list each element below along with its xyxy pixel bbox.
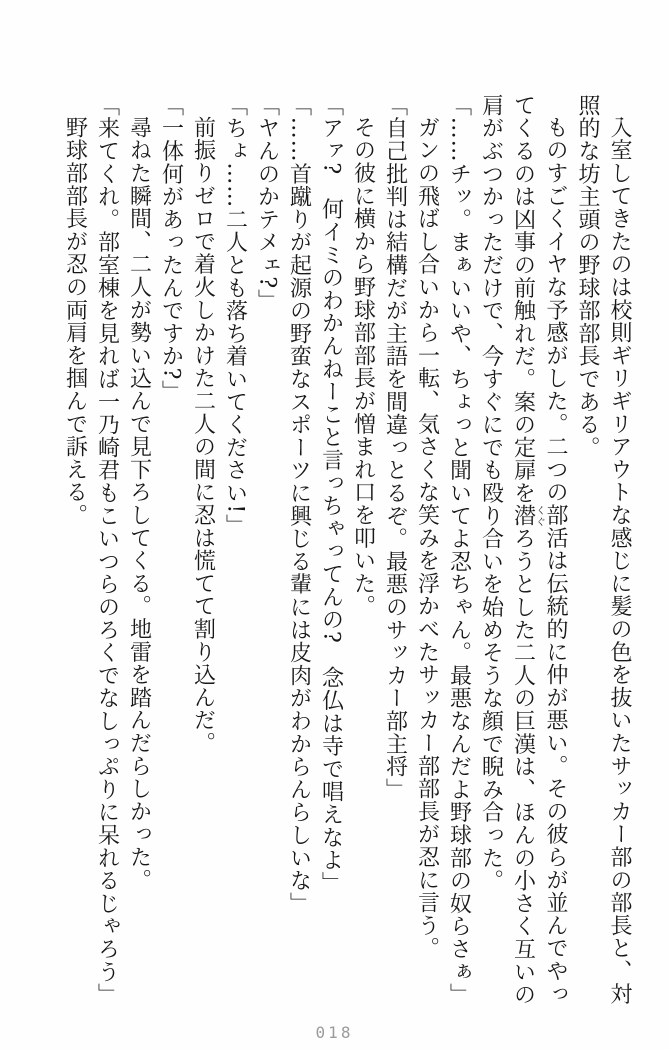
vertical-text-block bbox=[59, 94, 636, 1014]
page-number: 018 bbox=[315, 1023, 354, 1042]
paragraph-dialogue: 「来てくれ。部室棟を見れば一乃崎君もこいつらのろくでなしっぷりに呆れるじゃろう」 bbox=[94, 94, 120, 1006]
paragraph-dialogue: 「ちょ……二人とも落ち着いてください!」 bbox=[222, 94, 248, 537]
paragraph-narration: 野球部部長が忍の両肩を掴んで訴える。 bbox=[62, 116, 88, 527]
paragraph-dialogue: 「……チッ。まぁいいや、ちょっと聞いてよ忍ちゃん。最悪なんだよ野球部の奴らさぁ」 bbox=[446, 94, 472, 1006]
paragraph-dialogue: 「一体何があったんですか?」 bbox=[158, 94, 184, 403]
paragraph-narration: 入室してきたのは校則ギリギリアウトな感じに髪の色を抜いたサッカー部の部長と、対照的な坊主頭の野球部部長である。 bbox=[575, 94, 632, 1006]
paragraph-narration: ガンの飛ばし合いから一転、気さくな笑みを浮かべたサッカー部部長が忍に言う。 bbox=[414, 116, 440, 960]
paragraph-dialogue: 「……首蹴りが起源の野蛮なスポーツに興じる輩には皮肉がわからんらしいな」 bbox=[286, 94, 312, 915]
paragraph-dialogue: 「アァ? 何イミのわかんねーこと言っちゃってんの? 念仏は寺で唱えなよ」 bbox=[318, 94, 344, 895]
paragraph-narration: 前振りゼロで着火しかけた二人の間に忍は慌てて割り込んだ。 bbox=[190, 116, 216, 755]
paragraph-narration: 尋ねた瞬間、二人が勢い込んで見下ろしてくる。地雷を踏んだらしかった。 bbox=[126, 116, 152, 892]
paragraph-dialogue: 「自己批判は結構だが主語を間違っとるぞ。最悪のサッカー部主将」 bbox=[382, 94, 408, 801]
paragraph-dialogue: 「ヤんのかテメェ?」 bbox=[254, 94, 280, 312]
paragraph-narration: その彼に横から野球部部長が憎まれ口を叩いた。 bbox=[350, 116, 376, 618]
paragraph-narration: ものすごくイヤな予感がした。二つの部活は伝統的に仲が悪い。その彼らが並んでやってくるのは凶事の前触れだ。案の定扉を潜くぐろうとした二人の巨漢は、ほんの小さく互いの肩がぶつかっただけで、今すぐにでも殴り合いを始めそうな顔で睨み合った。 bbox=[478, 94, 568, 1007]
